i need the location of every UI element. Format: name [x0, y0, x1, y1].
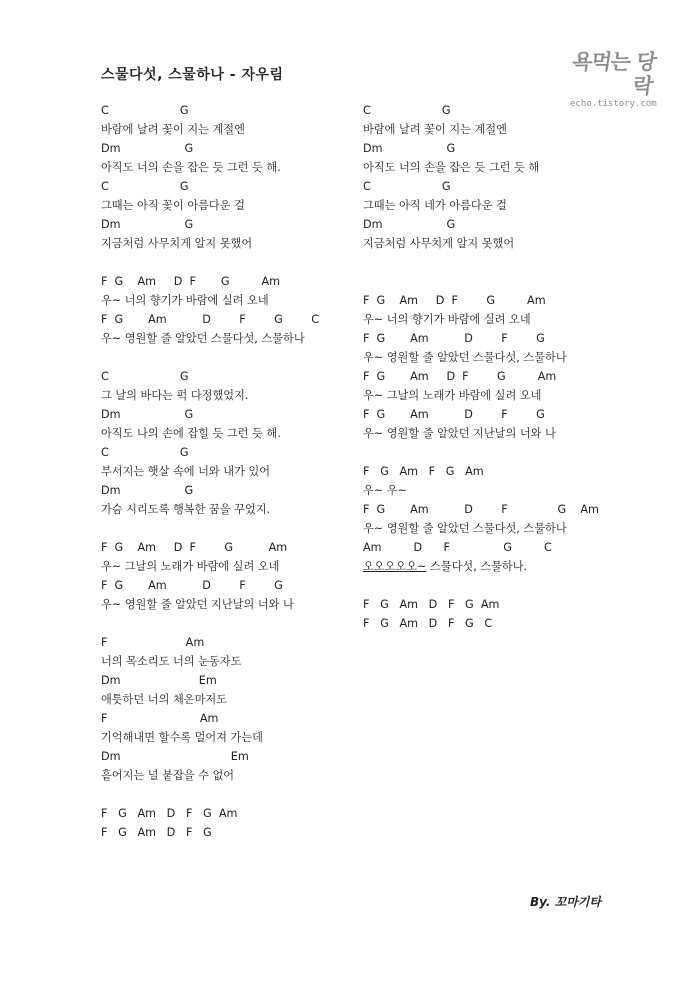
lyric-line: F G Am D F G Am [363, 294, 546, 307]
lyric-line: Dm G [101, 142, 194, 155]
lyric-line: F G Am D F G C [101, 313, 320, 326]
lyric-line: 그때는 아직 네가 아름다운 걸 [363, 199, 507, 212]
lyric-line [363, 557, 599, 576]
lyric-line: 바람에 날려 꽃이 지는 계절엔 [363, 123, 507, 136]
left-lyrics-column [101, 101, 319, 842]
blank-line [363, 272, 599, 291]
lyric-line: 가슴 시리도록 행복한 꿈을 꾸었지. [101, 503, 271, 516]
lyric-line: 바람에 날려 꽃이 지는 계절엔 [101, 123, 245, 136]
lyric-line: F G Am D F G [363, 408, 545, 421]
lyric-line: 지금처럼 사무치게 알지 못했어 [101, 237, 253, 250]
blank-line [101, 253, 319, 272]
blank-line [101, 519, 319, 538]
lyric-line: Dm Em [101, 750, 249, 763]
lyric-line: Dm G [101, 484, 194, 497]
logo-url: echo.tistory.com [570, 99, 657, 109]
blank-line [363, 253, 599, 272]
lyric-line: C G [101, 446, 189, 459]
lyric-line: 우~ 우~ [363, 484, 407, 497]
lyric-line: 우~ 영원할 줄 알았던 지난날의 너와 나 [363, 427, 556, 440]
lyric-line: Dm Em [101, 674, 217, 687]
lyric-line: 우~ 너의 향기가 바람에 실려 오네 [363, 313, 531, 326]
lyric-line: F G Am D F G Am [101, 541, 288, 554]
lyric-line: Dm G [101, 218, 194, 231]
blank-line [101, 785, 319, 804]
lyric-line: 우~ 영원할 줄 알았던 스물다섯, 스물하나 [363, 351, 567, 364]
lyric-line: 지금처럼 사무치게 알지 못했어 [363, 237, 515, 250]
lyric-line: 아직도 나의 손에 잡힐 듯 그런 듯 해. [101, 427, 281, 440]
logo-text: 욕먹는 당락 [570, 50, 658, 98]
lyric-line: C G [363, 180, 451, 193]
blank-line [363, 443, 599, 462]
blank-line [101, 614, 319, 633]
lyric-line: 우~ 영원할 줄 알았던 지난날의 너와 나 [101, 598, 294, 611]
lyric-line: F G Am D F G Am [363, 370, 557, 383]
blank-line [363, 576, 599, 595]
author-signature: By. 꼬마기타 [530, 895, 601, 909]
lyric-line: 그때는 아직 꽃이 아름다운 걸 [101, 199, 245, 212]
lyric-line: F G Am D F G Am [101, 275, 281, 288]
lyric-line: F G Am D F G C [363, 617, 493, 630]
lyric-line: 너의 목소리도 너의 눈동자도 [101, 655, 242, 668]
lyric-line: Dm G [101, 408, 194, 421]
lyric-line: Dm G [363, 218, 456, 231]
right-lyrics-column [363, 101, 599, 633]
song-title: 스물다섯, 스물하나 - 자우림 [101, 67, 284, 83]
lyric-line: 아직도 너의 손을 잡은 듯 그런 듯 해. [101, 161, 281, 174]
lyric-line: 우~ 영원할 줄 알았던 스물다섯, 스물하나 [101, 332, 305, 345]
lyric-line: F Am [101, 636, 205, 649]
lyric-line: 그 날의 바다는 퍽 다정했었지. [101, 389, 249, 402]
lyric-line: 우~ 그날의 노래가 바람에 실려 오네 [363, 389, 542, 402]
lyric-line: C G [363, 104, 451, 117]
lyric-line: F G Am D F G [363, 332, 545, 345]
lyric-line: Am D F G C [363, 541, 552, 554]
lyric-line: F G Am D F G [101, 579, 283, 592]
lyric-line: Dm G [363, 142, 456, 155]
lyric-text: 스물다섯, 스물하나. [426, 560, 528, 573]
lyric-line: F G Am D F G Am [363, 503, 599, 516]
lyric-line: 애틋하던 너의 체온마저도 [101, 693, 227, 706]
lyric-line: 기억해내면 할수록 멀어져 가는데 [101, 731, 263, 744]
lyric-line: 흩어지는 널 붙잡을 수 없어 [101, 769, 235, 782]
lyric-line: F G Am D F G Am [363, 598, 500, 611]
lyric-line: 우~ 너의 향기가 바람에 실려 오네 [101, 294, 269, 307]
lyric-line: 우~ 영원할 줄 알았던 스물다섯, 스물하나 [363, 522, 567, 535]
lyric-line: F G Am D F G [101, 826, 212, 839]
site-logo [570, 50, 658, 109]
lyric-line: F Am [101, 712, 219, 725]
underlined-vocal: 오오오오오~ [363, 560, 427, 573]
lyric-line: F G Am F G Am [363, 465, 484, 478]
lyric-line: C G [101, 104, 189, 117]
lyric-line: C G [101, 180, 189, 193]
lyric-line: F G Am D F G Am [101, 807, 238, 820]
lyric-line: 부서지는 햇살 속에 너와 내가 있어 [101, 465, 271, 478]
lyric-line: C G [101, 370, 189, 383]
lyric-line: 우~ 그날의 노래가 바람에 실려 오네 [101, 560, 280, 573]
blank-line [101, 348, 319, 367]
lyric-line: 아직도 너의 손을 잡은 듯 그런 듯 해 [363, 161, 540, 174]
